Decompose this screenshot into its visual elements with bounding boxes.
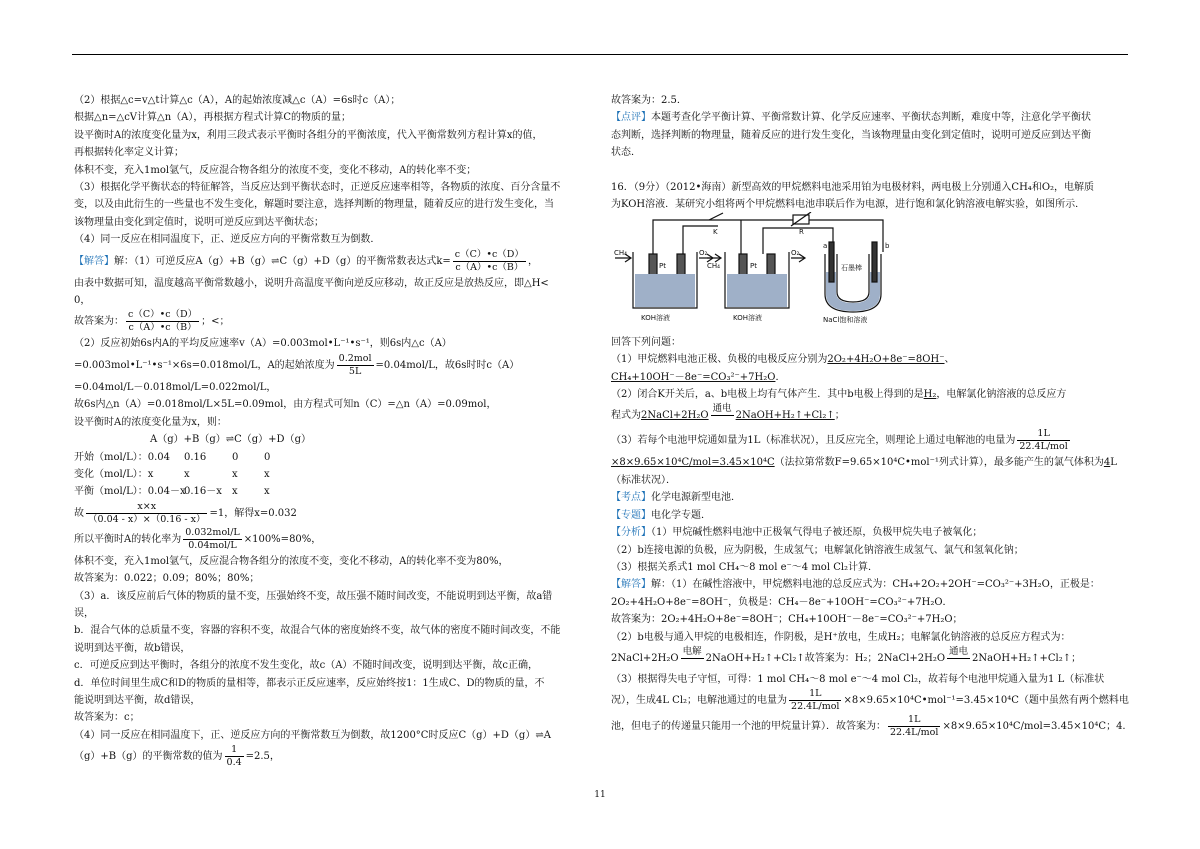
text-line: （2）闭合K开关后，a、b电极上均有气体产生．其中b电极上得到的是H₂，电解氯化钠溶液的总反应方 [611, 389, 1067, 401]
text-line: 池，但电子的传递量只能用一个池的甲烷量计算）．故答案为： $\frac{1L}{\text{22.4L/mol}}$ ×8×9.65×10⁴C/mol=3.45×10⁴C；4. [611, 714, 1126, 739]
text-line: 体积不变，充入1mol氩气，反应混合物各组分的浓度不变，变化不移动，A的转化率不变； [74, 164, 477, 176]
switch-label: K [713, 228, 718, 236]
resistor-label: R [799, 228, 804, 236]
text-line: （2）b电极与通入甲烷的电极相连，作阴极，是H⁺放电，生成H₂；电解氯化钠溶液的总反应方程式为： [611, 631, 1071, 643]
text-line: （4）同一反应在相同温度下，正、逆反应方向的平衡常数互为倒数． [74, 234, 381, 246]
text-line: 【解答】解：（1）在碱性溶液中，甲烷燃料电池的总反应式为：CH₄+2O₂+2OH⁻=CO₃²⁻+3H₂O，正极是： [611, 579, 1100, 591]
text-line: 故 $\frac{x\times x}{(0.04 - x)\times(0.16 - x)}$ =1，解得x=0.032 [74, 500, 297, 525]
text-line: c．可逆反应到达平衡时，各组分的浓度不发生变化，故c（A）不随时间改变，说明到达平衡，故c正确， [74, 660, 539, 672]
pt-label-1: Pt [659, 262, 666, 270]
answer-blank: H₂ [923, 389, 937, 401]
text-line: 况），生成4L Cl₂；电解池通过的电量为 $\frac{1L}{\text{22.4L/mol}}$ ×8×9.65×10⁴C•mol⁻¹=3.45×10⁴C（题中虽然有两个燃料电 [611, 688, 1129, 713]
text-line: （1）甲烷燃料电池正极、负极的电极反应分别为2O₂+4H₂O+8e⁻=8OH⁻、 [611, 354, 955, 366]
text-line: 【专题】电化学专题． [611, 509, 711, 521]
arrow-condition: 通电 [712, 403, 732, 415]
pt-label-2: Pt [750, 262, 757, 270]
text-line: 该物理量由变化到定值时，说明可逆反应到达平衡状态； [74, 216, 324, 228]
header-rule [72, 54, 1128, 55]
text-line: 【考点】化学电源新型电池． [611, 492, 741, 504]
electrode-a-label: a [823, 242, 828, 250]
table-row: 平衡（mol/L）：0.04－x0.16－x x x [74, 486, 270, 498]
answer-blank: 4 [1103, 457, 1111, 469]
text-line: 故答案为：0.022；0.09；80%；80%； [74, 573, 260, 585]
text-line: （3）根据得失电子守恒，可得：1 mol CH₄～8 mol e⁻～4 mol Cl₂，故若每个电池甲烷通入量为1 L（标准状 [611, 673, 1105, 685]
text-line: CH₄+10OH⁻－8e⁻=CO₃²⁻+7H₂O． [611, 371, 786, 383]
text-line: 设平衡时A的浓度变化量为x，利用三段式表示平衡时各组分的平衡浓度，代入平衡常数列方程计算x的值， [74, 129, 543, 141]
text-line: 再根据转化率定义计算； [74, 147, 184, 159]
electrochemistry-figure [613, 212, 903, 324]
text-line: d．单位时间里生成C和D的物质的量相等，都表示正反应速率，反应始终按1：1生成C、D的物质的量，不 [74, 677, 545, 689]
o2-label-1: O₂ [699, 249, 708, 257]
koh-label-2: KOH溶液 [733, 314, 762, 322]
answer-blank: CH₄+10OH⁻－8e⁻=CO₃²⁻+7H₂O [611, 371, 776, 383]
equation-line: A（g）+B（g）⇌C（g）+D（g） [150, 434, 311, 446]
spacer [611, 162, 1131, 179]
text-line: 2O₂+4H₂O+8e⁻=8OH⁻，负极是：CH₄－8e⁻+10OH⁻=CO₃²⁻+7H₂O． [611, 596, 953, 608]
text-line: 故6s内△n（A）=0.018mol/L×5L=0.09mol，由方程式可知n（C）=△n（A）=0.09mol， [74, 399, 497, 411]
text-line: 状态． [611, 147, 641, 159]
o2-label-2: O₂ [791, 249, 800, 257]
question-line: 为KOH溶液．某研究小组将两个甲烷燃料电池串联后作为电源，进行饱和氯化钠溶液电解实验，如图所示． [611, 199, 1086, 211]
text-line: b．混合气体的总质量不变，容器的容积不变，故混合气体的密度始终不变，故气体的密度不随时间改变，不能 [74, 625, 561, 637]
text-line: 故答案为：2O₂+4H₂O+8e⁻=8OH⁻；CH₄+10OH⁻－8e⁻=CO₃²⁻+7H₂O； [611, 614, 963, 626]
page-number: 11 [594, 790, 606, 800]
nacl-label: NaCl饱和溶液 [823, 316, 868, 324]
kaodian-tag: 【考点】 [611, 492, 651, 504]
fraction: $\frac{\text{0.2mol}}{5L}$ [338, 352, 372, 377]
text-line: =0.04mol/L－0.018mol/L=0.022mol/L， [74, 381, 277, 393]
text-line: ×8×9.65×10⁴C/mol=3.45×10⁴C（法拉第常数F=9.65×10⁴C•mol⁻¹列式计算），最多能产生的氯气体积为4L [611, 457, 1117, 469]
fraction: $\frac{x\times x}{(0.04 - x)\times(0.16 - x)}$ [88, 500, 206, 525]
text-line: 说明到达平衡，故b错误， [74, 642, 191, 654]
text-line: 回答下列问题： [611, 336, 681, 348]
fraction: $\frac{1}{0.4}$ [226, 744, 242, 769]
graphite-label: 石墨棒 [841, 264, 862, 272]
fenxi-tag: 【分析】 [611, 527, 651, 539]
answer-blank: ×8×9.65×10⁴C/mol=3.45×10⁴C [611, 457, 775, 469]
fraction: $\frac{1L}{\text{22.4L/mol}}$ [890, 714, 939, 739]
fraction: $\frac{1L}{\text{22.4L/mol}}$ [1019, 428, 1068, 453]
text-line: 故答案为：c； [74, 712, 140, 724]
text-line: （3）若每个电池甲烷通如量为1L（标准状况），且反应完全，则理论上通过电解池的电量为 $\frac{1L}{\text{22.4L/mol}}$ [611, 428, 1068, 453]
text-line: 能说明到达平衡，故d错误， [74, 694, 201, 706]
answer-blank: 2NaCl+2H₂O [641, 410, 709, 422]
fraction: $\frac{1L}{\text{22.4L/mol}}$ [791, 688, 840, 713]
text-line: 体积不变，充入1mol氩气，反应混合物各组分的浓度不变，变化不移动，A的转化率不变为80%， [74, 555, 509, 567]
arrow-condition: 电解 [682, 645, 702, 657]
text-line: 所以平衡时A的转化率为 $\frac{\text{0.032mol/L}}{\text{0.04mol/L}}$ ×100%=80%， [74, 526, 322, 551]
question-line: 16．（9分）（2012•海南）新型高效的甲烷燃料电池采用铂为电极材料，两电极上分别通入CH₄和O₂，电解质 [611, 182, 1095, 194]
text-line: 设平衡时A的浓度变化量为x，则： [74, 416, 227, 428]
table-row: 开始（mol/L）：0.04 0.16 0 0 [74, 451, 271, 463]
ch4-label-1: CH₄ [614, 249, 627, 257]
text-line: （3）根据化学平衡状态的特征解答，当反应达到平衡状态时，正逆反应速率相等，各物质的浓度、百分含量不 [74, 182, 561, 194]
answer-tag: 【解答】 [74, 255, 114, 267]
text-line: =0.003mol•L⁻¹•s⁻¹×6s=0.018mol/L，A的起始浓度为 $\frac{\text{0.2mol}}{5L}$ =0.04mol/L，故6s时时c（A） [74, 352, 520, 377]
text-line: 变，以及由此衍生的一些量也不发生变化，解题时要注意，选择判断的物理量，随着反应的进行发生变化，当 [74, 199, 554, 211]
jieda-tag: 【解答】 [611, 579, 651, 591]
text-line: 2NaCl+2H₂O 电解 2NaOH+H₂↑+Cl₂↑故答案为：H₂；2NaCl+2H₂O 通电 2NaOH+H₂↑+Cl₂↑； [611, 646, 1131, 671]
zhuanti-tag: 【专题】 [611, 509, 651, 521]
table-row: 变化（mol/L）：x x x x [74, 468, 270, 480]
answer-blank: 2O₂+4H₂O+8e⁻=8OH⁻ [827, 354, 945, 366]
text-line: （3）a．该反应前后气体的物质的量不变，压强始终不变，故压强不随时间改变，不能说明到达平衡，故a错 [74, 590, 553, 602]
answer-k-line: 【解答】解：（1）可逆反应A（g）+B（g）⇌C（g）+D（g）的平衡常数表达式k= $\frac{c(C)•c(D)}{c(A)•c(B)}$ ， [74, 248, 538, 273]
koh-label-1: KOH溶液 [641, 314, 670, 322]
text-line: 程式为2NaCl+2H₂O 通电 2NaOH+H₂↑+Cl₂↑； [611, 403, 1131, 428]
left-column [74, 92, 586, 770]
text-line: 根据△n=△cV计算△n（A），再根据方程式计算C的物质的量； [74, 112, 352, 124]
fraction: $\frac{\text{0.032mol/L}}{\text{0.04mol/L}}$ [185, 526, 240, 551]
text-line: 态判断，选择判断的物理量，随着反应的进行发生变化，当该物理量由变化到定值时，说明可逆反应到达平衡 [611, 129, 1091, 141]
comment-tag: 【点评】 [611, 112, 651, 124]
k-fraction: $\frac{c(C)•c(D)}{c(A)•c(B)}$ [454, 248, 524, 273]
text-line: （4）同一反应在相同温度下，正、逆反应方向的平衡常数互为倒数，故1200°C时反应C（g）+D（g）⇌A [74, 729, 551, 741]
text-line: 误， [74, 607, 94, 619]
electrode-b-label: b [885, 242, 890, 250]
ch4-label-2: CH₄ [707, 262, 720, 270]
text-line: （3）根据关系式1 mol CH₄～8 mol e⁻～4 mol Cl₂计算． [611, 561, 879, 573]
answer-line: 故答案为： $\frac{c(C)•c(D)}{c(A)•c(B)}$ ；<； [74, 309, 230, 334]
right-column [611, 92, 1131, 740]
text-line: （2）反应初始6s内A的平均反应速率v（A）=0.003mol•L⁻¹•s⁻¹，则6s内△c（A） [74, 338, 452, 350]
text-line: （2）b连接电源的负极，应为阴极，生成氢气；电解氯化钠溶液生成氢气、氯气和氢氧化钠； [611, 544, 1024, 556]
k-fraction-answer: $\frac{c(C)•c(D)}{c(A)•c(B)}$ [128, 309, 198, 334]
text-line: 【点评】本题考查化学平衡计算、平衡常数计算、化学反应速率、平衡状态判断，难度中等，注意化学平衡状 [611, 112, 1091, 124]
text-line: 【分析】（1）甲烷碱性燃料电池中正极氧气得电子被还原，负极甲烷失电子被氧化； [611, 527, 983, 539]
text-line: （g）+B（g）的平衡常数的值为 $\frac{1}{0.4}$ =2.5， [74, 744, 280, 769]
text-line: （标准状况）． [611, 474, 676, 486]
text-line: 0， [74, 295, 91, 307]
text-line: 故答案为：2.5． [611, 95, 687, 106]
text-line: 由表中数据可知，温度越高平衡常数越小，说明升高温度平衡向逆反应移动，故正反应是放热反应，即△H< [74, 277, 549, 289]
arrow-condition: 通电 [949, 645, 969, 657]
text-line: （2）根据△c=v△t计算△c（A），A的起始浓度减△c（A）=6s时c（A）； [74, 95, 401, 106]
